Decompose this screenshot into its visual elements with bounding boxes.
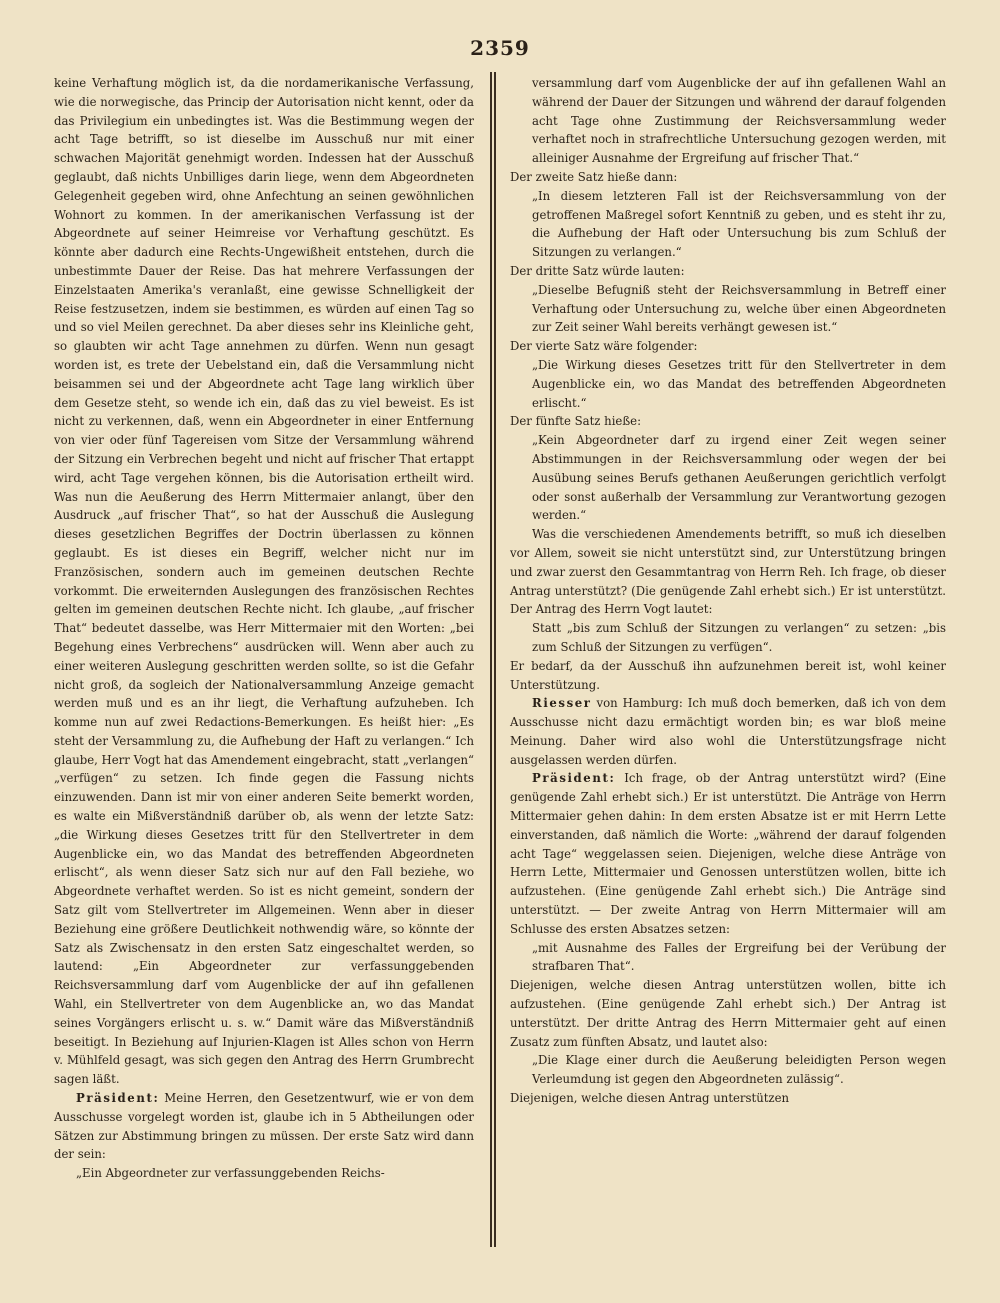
- paragraph-text: Der dritte Satz würde lauten:: [510, 263, 685, 278]
- paragraph-text: Der fünfte Satz hieße:: [510, 414, 642, 429]
- paragraph-text: „Die Klage einer durch die Aeußerung beleidigten Person wegen Verleumdung ist gegen den Abgeordneten zulässig“.: [532, 1053, 946, 1087]
- speaker-name: Präsident:: [532, 771, 616, 786]
- paragraph-text: Der vierte Satz wäre folgender:: [510, 339, 698, 354]
- paragraph: [510, 337, 946, 356]
- paragraph: [54, 74, 474, 1089]
- paragraph-text: „Die Wirkung dieses Gesetzes tritt für den Stellvertreter in dem Augenblicke ein, wo das Mandat des betreffenden Abgeordneten erlischt.“: [532, 357, 946, 410]
- paragraph: [510, 769, 946, 938]
- paragraph: [510, 976, 946, 1051]
- paragraph: [54, 1089, 474, 1164]
- page-number: 2359: [470, 36, 530, 60]
- speaker-name: Präsident:: [76, 1091, 160, 1106]
- left-column: [54, 74, 474, 1183]
- paragraph-text: keine Verhaftung möglich ist, da die nordamerikanische Verfassung, wie die norwegische, das Princip der Autorisation nicht kennt, oder da das Privilegium ein unbedingtes ist. Was die Bestimmung wegen der acht Tage betrifft, so ist dieselbe im Ausschuß nur mit einer schwachen Majorität genehmigt worden. Indessen hat der Ausschuß geglaubt, daß nichts Unbilliges darin liege, wenn dem Abgeordneten Gelegenheit gegeben wird, ohne Anfechtung an seinen gewöhnlichen Wohnort zu kommen. In der amerikanischen Verfassung ist der Abgeordnete auf seiner Heimreise vor Verhaftung geschützt. Es könnte aber dadurch eine Rechts-Ungewißheit entstehen, durch die unbestimmte Dauer der Reise. Das hat mehrere Verfassungen der Einzelstaaten Amerika's veranlaßt, eine gewisse Schnelligkeit der Reise festzusetzen, indem sie bestimmen, es würden auf einen Tag so und so viel Meilen gerechnet. Da aber dieses sehr ins Kleinliche geht, so glaubten wir acht Tage annehmen zu dürfen. Wenn nun gesagt worden ist, es trete der Uebelstand ein, daß die Versammlung nicht beisammen sei und der Abgeordnete acht Tage lang wirklich über dem Gesetze steht, so wende ich ein, daß das zu viel beweist. Es ist nicht zu verkennen, daß, wenn ein Abgeordneter in einer Entfernung von vier oder fünf Tagereisen vom Sitze der Versammlung während der Sitzung ein Verbrechen begeht und nicht auf frischer That ertappt wird, acht Tage vergehen können, bis die Autorisation ertheilt wird. Was nun die Aeußerung des Herrn Mittermaier anlangt, über den Ausdruck „auf frischer That“, so hat der Ausschuß die Auslegung dieses gesetzlichen Begriffes der Doctrin überlassen zu können geglaubt. Es ist dieses ein Begriff, welcher nicht nur im Französischen, sondern auch im gemeinen deutschen Rechte vorkommt. Die erweiternden Auslegungen des französischen Rechtes gelten im gemeinen deutschen Rechte nicht. Ich glaube, „auf frischer That“ bedeutet dasselbe, was Herr Mittermaier mit den Worten: „bei Begehung eines Verbrechens“ ausdrücken will. Wenn aber auch zu einer weiteren Auslegung geschritten werden sollte, so ist die Gefahr nicht groß, da sogleich der Nationalversammlung Anzeige gemacht werden muß und es an ihr liegt, die Verhaftung aufzuheben. Ich komme nun auf zwei Redactions-Bemerkungen. Es heißt hier: „Es steht der Versammlung zu, die Aufhebung der Haft zu verlangen.“ Ich glaube, Herr Vogt hat das Amendement eingebracht, statt „verlangen“ „verfügen“ zu setzen. Ich finde gegen die Fassung nichts einzuwenden. Dann ist mir von einer anderen Seite bemerkt worden, es walte ein Mißverständniß darüber ob, als wenn der letzte Satz: „die Wirkung dieses Gesetzes tritt für den Stellvertreter in dem Augenblicke ein, wo das Mandat des betreffenden Abgeordneten erlischt“, als wenn dieser Satz sich nur auf den Fall beziehe, wo Abgeordnete verhaftet werden. So ist es nicht gemeint, sondern der Satz gilt vom Stellvertreter im Allgemeinen. Wenn aber in dieser Beziehung eine größere Deutlichkeit nothwendig wäre, so könnte der Satz als Zwischensatz in den ersten Satz eingeschaltet werden, so lautend: „Ein Abgeordneter zur verfassunggebenden Reichsversammlung darf vom Augenblicke der auf ihn gefallenen Wahl, ein Stellvertreter von dem Augenblicke an, wo das Mandat seines Vorgängers erlischt u. s. w.“ Damit wäre das Mißverständniß beseitigt. In Beziehung auf Injurien-Klagen ist Alles schon von Herrn v. Mühlfeld gesagt, was sich gegen den Antrag des Herrn Grumbrecht sagen läßt.: [54, 76, 474, 1087]
- paragraph: [510, 262, 946, 281]
- paragraph-text: von Hamburg: Ich muß doch bemerken, daß ich von dem Ausschusse nicht dazu ermächtigt worden bin; es war bloß meine Meinung. Daher wird also wohl die Unterstützungsfrage nicht ausgelassen werden dürfen.: [510, 696, 946, 767]
- paragraph-text: Diejenigen, welche diesen Antrag unterstützen wollen, bitte ich aufzustehen. (Eine genügende Zahl erhebt sich.) Der Antrag ist unterstützt. Der dritte Antrag des Herrn Mittermaier geht auf einen Zusatz zum fünften Absatz, und lautet also:: [510, 978, 946, 1049]
- paragraph: [510, 694, 946, 769]
- paragraph-text: „Ein Abgeordneter zur verfassunggebenden Reichs-: [76, 1166, 385, 1181]
- quoted-clause: [510, 431, 946, 525]
- quoted-clause: [510, 1051, 946, 1089]
- paragraph: [510, 412, 946, 431]
- quoted-clause: [510, 619, 946, 657]
- paragraph-text: Der zweite Satz hieße dann:: [510, 169, 678, 184]
- paragraph-text: „mit Ausnahme des Falles der Ergreifung bei der Verübung der strafbaren That“.: [532, 940, 946, 974]
- quoted-clause: [54, 1164, 474, 1183]
- paragraph-text: Statt „bis zum Schluß der Sitzungen zu verlangen“ zu setzen: „bis zum Schluß der Sitzungen zu verfügen“.: [532, 621, 946, 654]
- paragraph-text: Diejenigen, welche diesen Antrag unterstützen: [510, 1091, 790, 1106]
- paragraph-text: versammlung darf vom Augenblicke der auf ihn gefallenen Wahl an während der Dauer der Sitzungen und während der darauf folgenden acht Tage ohne Zustimmung der Reichsversammlung weder verhaftet noch in strafrechtliche Untersuchung gezogen werden, mit alleiniger Ausnahme der Ergreifung auf frischer That.“: [532, 76, 946, 166]
- quoted-clause: [510, 356, 946, 412]
- paragraph-text: Ich frage, ob der Antrag unterstützt wird? (Eine genügende Zahl erhebt sich.) Er ist unterstützt. Die Anträge von Herrn Mittermaier gehen dahin: In dem ersten Absatze ist er mit Herrn Lette einverstanden, daß nämlich die Worte: „während der darauf folgenden acht Tage“ weggelassen seien. Diejenigen, welche diese Anträge von Herrn Lette, Mittermaier und Genossen unterstützen wollen, bitte ich aufzustehen. (Eine genügende Zahl erhebt sich.) Die Anträge sind unterstützt. — Der zweite Antrag von Herrn Mittermaier will am Schlusse des ersten Absatzes setzen:: [510, 771, 946, 936]
- quoted-clause: [510, 939, 946, 977]
- paragraph-text: Was die verschiedenen Amendements betrifft, so muß ich dieselben vor Allem, soweit sie nicht unterstützt sind, zur Unterstützung bringen und zwar zuerst den Gesammtantrag von Herrn Reh. Ich frage, ob dieser Antrag unterstützt? (Die genügende Zahl erhebt sich.) Er ist unterstützt. Der Antrag des Herrn Vogt lautet:: [510, 527, 946, 617]
- paragraph-text: „In diesem letzteren Fall ist der Reichsversammlung von der getroffenen Maßregel sofort Kenntniß zu geben, und es steht ihr zu, die Aufhebung der Haft oder Untersuchung bis zum Schluß der Sitzungen zu verlangen.“: [532, 188, 946, 260]
- paragraph: [510, 168, 946, 187]
- right-column: [510, 74, 946, 1108]
- paragraph-text: Meine Herren, den Gesetzentwurf, wie er von dem Ausschusse vorgelegt worden ist, glaube ich in 5 Abtheilungen oder Sätzen zur Abstimmung bringen zu müssen. Der erste Satz wird dann der sein:: [54, 1091, 474, 1162]
- paragraph-text: „Dieselbe Befugniß steht der Reichsversammlung in Betreff einer Verhaftung oder Untersuchung zu, welche über einen Abgeordneten zur Zeit seiner Wahl bereits verhängt gewesen ist.“: [532, 282, 946, 335]
- column-divider: [490, 72, 496, 1247]
- quoted-clause: [510, 74, 946, 168]
- paragraph: [510, 657, 946, 695]
- paragraph-text: „Kein Abgeordneter darf zu irgend einer Zeit wegen seiner Abstimmungen in der Reichsversammlung oder wegen der bei Ausübung seines Berufs gethanen Aeußerungen gerichtlich verfolgt oder sonst außerhalb der Versammlung zur Verantwortung gezogen werden.“: [532, 433, 946, 523]
- speaker-name: Riesser: [532, 696, 592, 711]
- paragraph: [510, 1089, 946, 1108]
- paragraph: [510, 525, 946, 619]
- quoted-clause: [510, 187, 946, 262]
- quoted-clause: [510, 281, 946, 337]
- paragraph-text: Er bedarf, da der Ausschuß ihn aufzunehmen bereit ist, wohl keiner Unterstützung.: [510, 658, 946, 692]
